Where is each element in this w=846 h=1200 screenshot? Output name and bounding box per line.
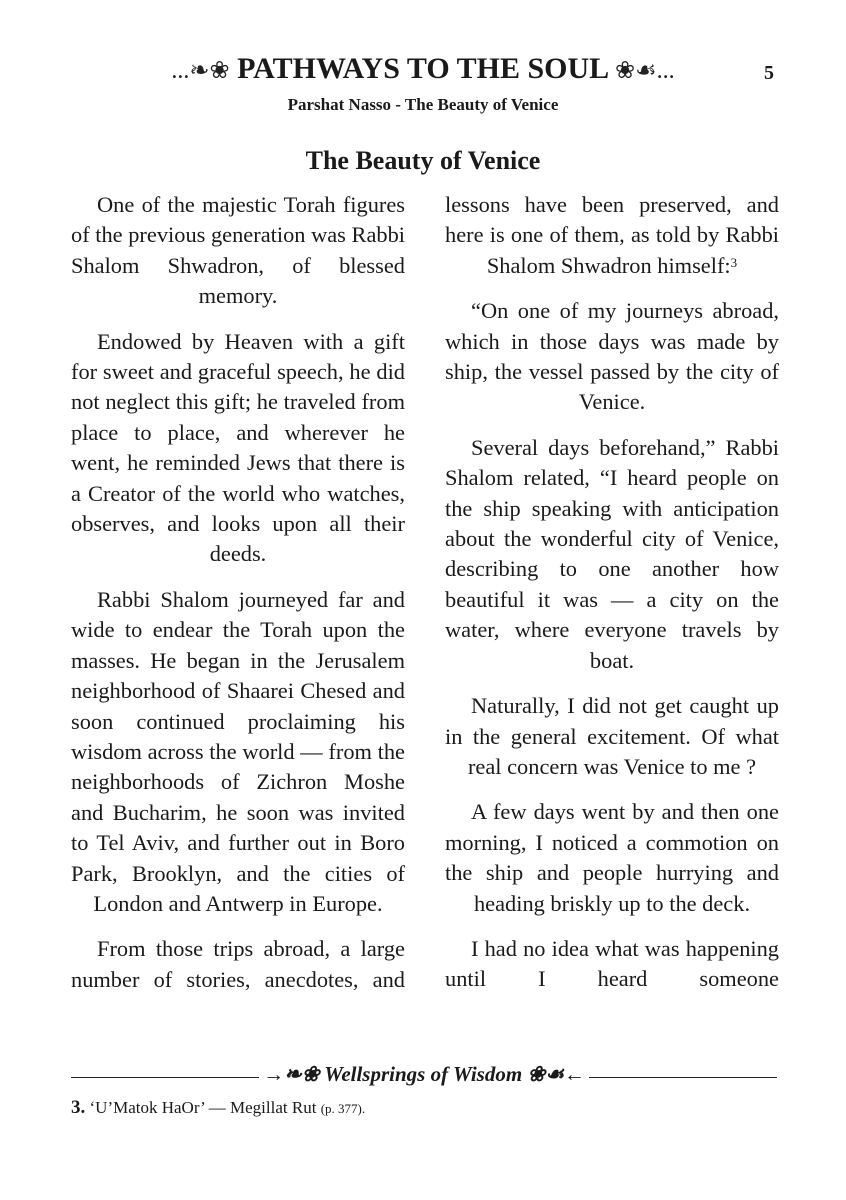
continuation-text: lessons have been preserved, and here is one of them, as told by Rabbi Shalom Shwadron himself: bbox=[445, 192, 779, 278]
footnote-number: 3. bbox=[71, 1097, 86, 1118]
left-column bbox=[71, 190, 405, 995]
paragraph: Endowed by Heaven with a gift for sweet and graceful speech, he did not neglect this gift; he traveled from place to place, and wherever he went, he reminded Jews that there is a Creator of the world who watches, observes, and looks upon all their deeds. bbox=[71, 328, 405, 567]
page-number: 5 bbox=[764, 62, 774, 84]
footer-label bbox=[259, 1062, 589, 1086]
footer-ornament-left-icon: →❧❀ bbox=[263, 1062, 320, 1086]
running-footer bbox=[71, 1062, 777, 1092]
footnote-reference[interactable]: 3 bbox=[730, 254, 738, 270]
footnote-page-ref: (p. 377). bbox=[320, 1101, 366, 1116]
ornament-left-icon: ...❧❀ bbox=[171, 58, 230, 84]
paragraph: “On one of my journeys abroad, which in those days was made by ship, the vessel passed by the city of Venice. bbox=[445, 298, 779, 415]
section-subtitle bbox=[0, 95, 846, 115]
right-column bbox=[445, 190, 779, 995]
paragraph: Rabbi Shalom journeyed far and wide to endear the Torah upon the masses. He began in the Jerusalem neighborhood of Shaarei Chesed and soon continued proclaiming his wisdom across the world — from the neighborhoods of Zichron Moshe and Bucharim, he soon was invited to Tel Aviv, and further out in Boro Park, Brooklyn, and the cities of London and Antwerp in Europe. bbox=[71, 586, 405, 916]
book-title bbox=[128, 52, 718, 86]
footer-banner bbox=[71, 1062, 777, 1087]
paragraph: A few days went by and then one morning, I noticed a commotion on the ship and people hurrying and heading briskly up to the deck. bbox=[445, 799, 779, 916]
paragraph: One of the majestic Torah figures of the previous generation was Rabbi Shalom Shwadron, of blessed memory. bbox=[71, 192, 405, 309]
running-header bbox=[0, 52, 846, 92]
paragraph: Naturally, I did not get caught up in the general excitement. Of what real concern was Venice to me ? bbox=[445, 693, 779, 779]
footnote-text: ‘U’Matok HaOr’ — Megillat Rut bbox=[89, 1098, 317, 1117]
article-title: The Beauty of Venice bbox=[305, 146, 541, 175]
footer-ornament-right-icon: ❀☙← bbox=[527, 1062, 585, 1086]
paragraph: Several days beforehand,” Rabbi Shalom related, “I heard people on the ship speaking with anticipation about the wonderful city of Venice, describing to one another how beautiful it was — a city on the water, where everyone travels by boat. bbox=[445, 434, 779, 673]
book-title-text: PATHWAYS TO THE SOUL bbox=[237, 52, 608, 85]
paragraph: I had no idea what was happening until I heard someone bbox=[445, 935, 779, 992]
footer-text: Wellsprings of Wisdom bbox=[324, 1062, 523, 1086]
paragraph-continuation bbox=[445, 190, 779, 281]
ornament-right-icon: ❀☙... bbox=[615, 58, 675, 84]
footnote bbox=[71, 1097, 365, 1119]
paragraph: From those trips abroad, a large number of stories, anecdotes, and bbox=[71, 936, 405, 992]
subtitle-text: Parshat Nasso - The Beauty of Venice bbox=[287, 95, 559, 114]
